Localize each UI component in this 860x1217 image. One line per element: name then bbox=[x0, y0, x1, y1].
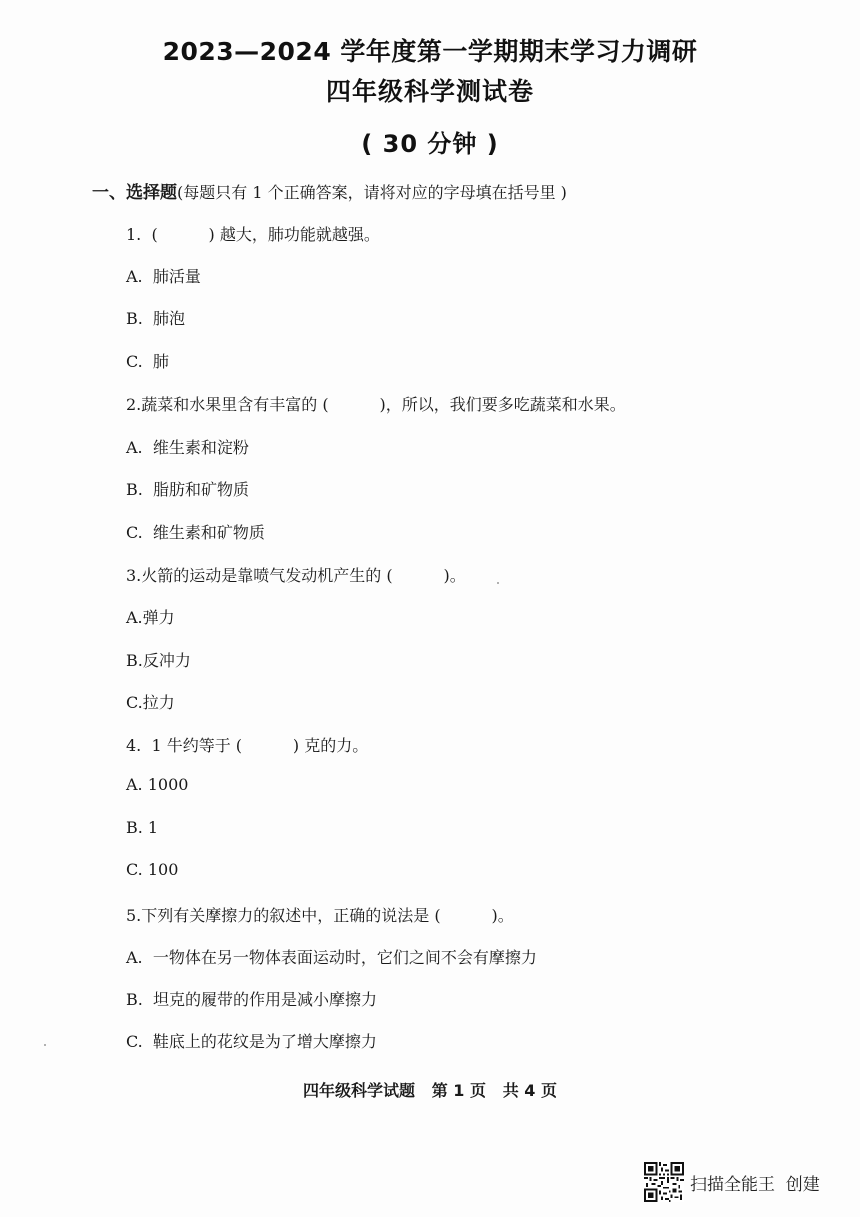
scan-speck bbox=[497, 582, 499, 584]
question-3-option-b: B.反冲力 bbox=[126, 651, 191, 670]
page-footer: 四年级科学试题 第 1 页 共 4 页 bbox=[303, 1081, 557, 1100]
question-5-stem: 5.下列有关摩擦力的叙述中，正确的说法是 ( )。 bbox=[126, 906, 514, 925]
question-4-option-a: A. 1000 bbox=[126, 775, 189, 794]
scanner-watermark bbox=[644, 1162, 820, 1202]
question-1-option-b: B. 肺泡 bbox=[126, 309, 186, 328]
question-4-option-c: C. 100 bbox=[126, 860, 179, 879]
question-2-option-a: A. 维生素和淀粉 bbox=[126, 438, 249, 457]
question-5-option-b: B. 坦克的履带的作用是减小摩擦力 bbox=[126, 990, 378, 1009]
question-2-option-c: C. 维生素和矿物质 bbox=[126, 523, 265, 542]
question-5-option-a: A. 一物体在另一物体表面运动时，它们之间不会有摩擦力 bbox=[126, 948, 537, 967]
question-4-option-b: B. 1 bbox=[126, 818, 159, 837]
question-2-stem: 2.蔬菜和水果里含有丰富的 ( )，所以，我们要多吃蔬菜和水果。 bbox=[126, 395, 626, 414]
exam-subtitle: 四年级科学测试卷 bbox=[325, 77, 534, 106]
section-title: 一、选择题 bbox=[92, 183, 177, 203]
question-4-stem: 4. 1 牛约等于 ( ) 克的力。 bbox=[126, 736, 369, 755]
exam-title: 2023—2024 学年度第一学期期末学习力调研 bbox=[162, 37, 698, 66]
question-1-option-c: C. 肺 bbox=[126, 352, 169, 371]
question-2-option-b: B. 脂肪和矿物质 bbox=[126, 480, 250, 499]
question-3-stem: 3.火箭的运动是靠喷气发动机产生的 ( )。 bbox=[126, 566, 466, 585]
section-heading bbox=[92, 178, 567, 203]
question-3-option-c: C.拉力 bbox=[126, 693, 175, 712]
exam-duration: ( 30 分钟 ) bbox=[361, 130, 499, 158]
scan-speck bbox=[44, 1044, 46, 1046]
question-3-option-a: A.弹力 bbox=[126, 608, 175, 627]
question-1-option-a: A. 肺活量 bbox=[126, 267, 201, 286]
watermark-text: 扫描全能王 创建 bbox=[690, 1174, 820, 1195]
qr-code-icon bbox=[644, 1162, 684, 1202]
section-instruction: (每题只有 1 个正确答案，请将对应的字母填在括号里 ) bbox=[177, 183, 567, 202]
question-1-stem: 1. ( ) 越大，肺功能就越强。 bbox=[126, 225, 380, 244]
question-5-option-c: C. 鞋底上的花纹是为了增大摩擦力 bbox=[126, 1032, 377, 1051]
